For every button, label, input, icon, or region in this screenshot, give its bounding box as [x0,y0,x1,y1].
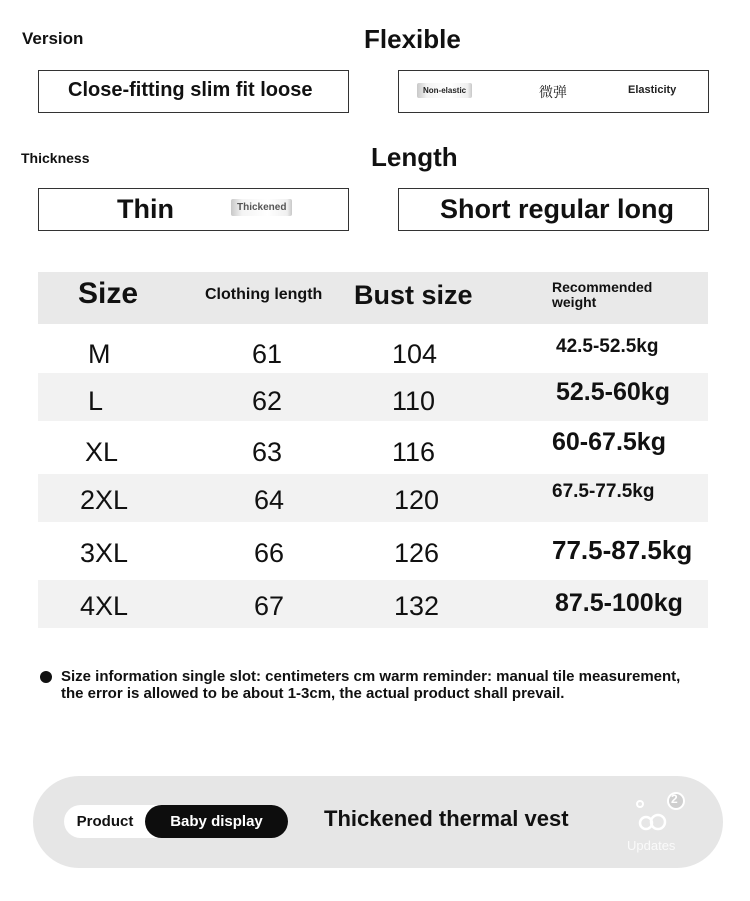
flex-non-elastic-chip: Non-elastic [417,83,472,98]
thickness-thickened-chip: Thickened [231,199,292,216]
row-2xl-length: 64 [254,485,285,515]
updates-count: 2 [671,792,678,806]
thickness-box [38,188,349,231]
row-3xl-bust: 126 [394,538,440,568]
row-2xl-weight: 67.5-77.5kg [552,481,655,502]
row-m-length: 61 [252,339,283,369]
updates-button[interactable] [626,792,690,856]
row-4xl-bust: 132 [394,591,440,621]
thickness-label: Thickness [21,150,90,166]
row-l-weight: 52.5-60kg [556,378,670,406]
row-xl-bust: 116 [392,437,436,467]
version-box [38,70,349,113]
flex-elasticity-label: Elasticity [628,84,677,96]
version-value: Close-fitting slim fit loose [68,79,313,101]
row-3xl-length: 66 [254,538,285,568]
thickness-thin: Thin [117,194,174,224]
flexible-label: Flexible [364,24,461,54]
row-4xl-length: 67 [254,591,285,621]
row-l-length: 62 [252,386,283,416]
header-size: Size [78,277,139,310]
flexible-box [398,70,709,113]
row-4xl-weight: 87.5-100kg [555,589,683,617]
version-label: Version [22,29,84,48]
tab-baby-display[interactable]: Baby display [145,805,288,838]
row-xl-size: XL [85,437,119,467]
row-l-size: L [88,386,104,416]
bullet-icon [40,671,52,683]
length-box [398,188,709,231]
header-bust-size: Bust size [354,280,473,310]
length-label: Length [371,142,458,172]
row-m-size: M [88,339,111,369]
row-2xl-bust: 120 [394,485,440,515]
header-recommended-weight: Recommended weight [552,279,653,310]
product-title: Thickened thermal vest [324,806,569,831]
row-xl-weight: 60-67.5kg [552,428,666,456]
flex-micro-label: 微弹 [539,84,567,100]
row-3xl-size: 3XL [80,538,129,568]
header-clothing-length: Clothing length [205,286,323,303]
row-m-weight: 42.5-52.5kg [556,336,659,357]
tab-product[interactable]: Product [76,813,134,830]
row-xl-length: 63 [252,437,283,467]
row-m-bust: 104 [392,339,438,369]
updates-label: Updates [627,838,676,853]
row-3xl-weight: 77.5-87.5kg [552,535,693,565]
row-4xl-size: 4XL [80,591,129,621]
size-note: Size information single slot: centimeters cm warm reminder: manual tile measurement, the error is allowed to be about 1-3cm, the actual product shall prevail. [61,668,681,702]
row-l-bust: 110 [392,386,436,416]
row-2xl-size: 2XL [80,485,129,515]
length-value: Short regular long [440,194,675,224]
